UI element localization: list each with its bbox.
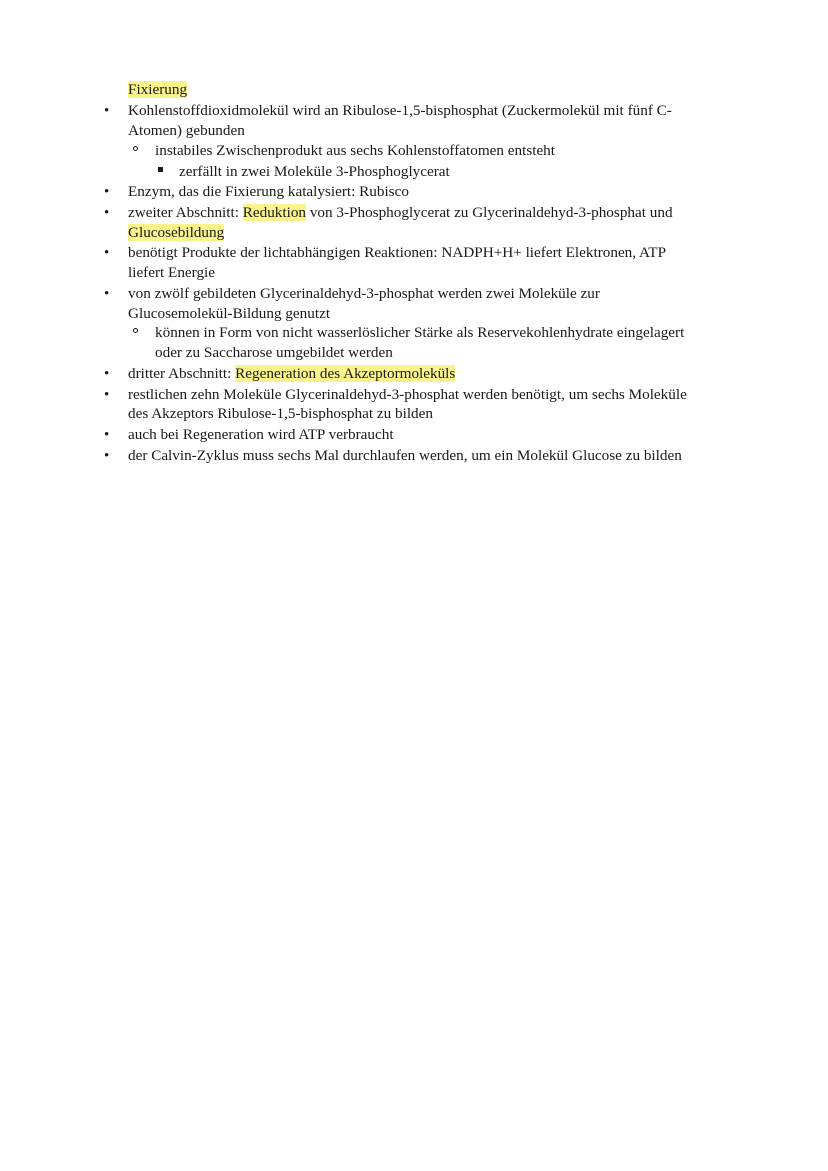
bullet-3-line-1 [128, 203, 673, 223]
bullet-3-line-2 [128, 223, 224, 243]
sub-bullet-2-line-1: können in Form von nicht wasserlöslicher Stärke als Reservekohlenhydrate eingelagert [155, 324, 685, 341]
sub-bullet-circle [133, 146, 138, 151]
bullet-8: auch bei Regeneration wird ATP verbraucht [128, 426, 394, 443]
bullet-4-line-1: benötigt Produkte der lichtabhängigen Reaktionen: NADPH+H+ liefert Elektronen, ATP [128, 244, 667, 261]
bullet-1-line-1: Kohlenstoffdioxidmolekül wird an Ribulose-1,5-bisphosphat (Zuckermolekül mit fünf C- [128, 102, 672, 119]
bullet-dot: • [104, 286, 110, 302]
bullet-7-line-1: restlichen zehn Moleküle Glycerinaldehyd-3-phosphat werden benötigt, um sechs Moleküle [128, 386, 687, 403]
bullet-7-line-2: des Akzeptors Ribulose-1,5-bisphosphat zu bilden [128, 405, 433, 422]
bullet-3-prefix: zweiter Abschnitt: [128, 204, 243, 221]
sub-bullet-circle [133, 328, 138, 333]
highlight-reduktion: Reduktion [242, 204, 307, 221]
sub-bullet-1: instabiles Zwischenprodukt aus sechs Kohlenstoffatomen entsteht [155, 142, 555, 159]
section-heading [128, 80, 187, 100]
bullet-dot: • [104, 448, 110, 464]
sub-sub-bullet-1: zerfällt in zwei Moleküle 3-Phosphoglycerat [179, 163, 450, 180]
highlight-regeneration: Regeneration des Akzeptormoleküls [235, 365, 456, 382]
bullet-5-line-1: von zwölf gebildeten Glycerinaldehyd-3-phosphat werden zwei Moleküle zur [128, 285, 600, 302]
bullet-6-prefix: dritter Abschnitt: [128, 365, 236, 382]
highlight-glucosebildung: Glucosebildung [128, 224, 225, 241]
bullet-5-line-2: Glucosemolekül-Bildung genutzt [128, 305, 331, 322]
bullet-3-middle: von 3-Phosphoglycerat zu Glycerinaldehyd-3-phosphat und [306, 204, 673, 221]
bullet-2: Enzym, das die Fixierung katalysiert: Rubisco [128, 183, 409, 200]
bullet-dot: • [104, 245, 110, 261]
bullet-1-line-2: Atomen) gebunden [128, 122, 245, 139]
bullet-dot: • [104, 387, 110, 403]
highlight-fixierung: Fixierung [128, 81, 188, 98]
bullet-dot: • [104, 427, 110, 443]
sub-bullet-2-line-2: oder zu Saccharose umgebildet werden [155, 344, 393, 361]
bullet-dot: • [104, 205, 110, 221]
bullet-4-line-2: liefert Energie [128, 264, 216, 281]
bullet-dot: • [104, 103, 110, 119]
bullet-9: der Calvin-Zyklus muss sechs Mal durchlaufen werden, um ein Molekül Glucose zu bilden [128, 447, 682, 464]
bullet-dot: • [104, 184, 110, 200]
sub-sub-bullet-square [158, 167, 163, 172]
bullet-dot: • [104, 366, 110, 382]
bullet-6 [128, 364, 455, 384]
